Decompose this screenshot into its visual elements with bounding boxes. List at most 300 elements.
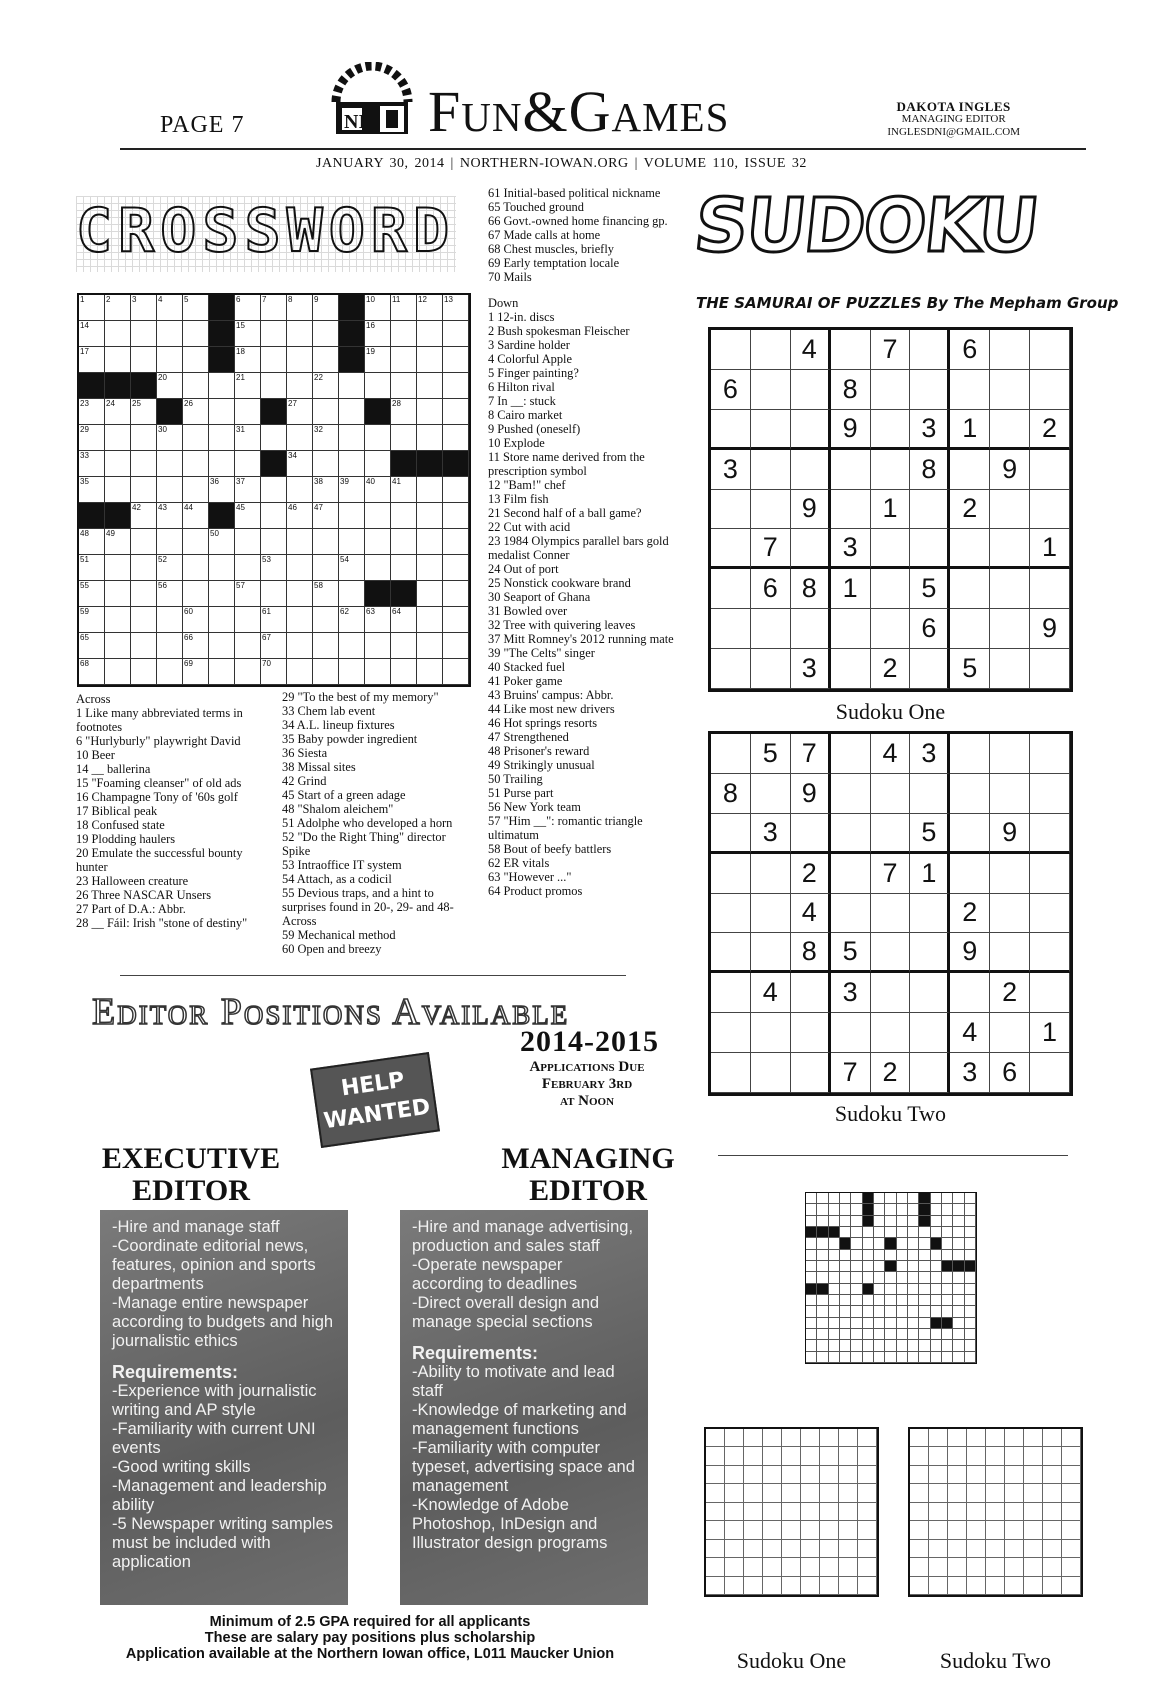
crossword-square xyxy=(157,633,183,659)
solution-cell xyxy=(1062,1521,1081,1539)
crossword-clue-number: 26 xyxy=(184,399,193,408)
solution-cell xyxy=(839,1558,858,1576)
solution-square xyxy=(817,1318,828,1329)
solution-cell xyxy=(1005,1484,1024,1502)
crossword-square xyxy=(157,373,183,399)
solution-cell xyxy=(910,1540,929,1558)
crossword-grid xyxy=(77,293,471,687)
sudoku-cell: 9 xyxy=(1030,609,1070,649)
solution-cell xyxy=(782,1429,801,1447)
solution-square xyxy=(829,1284,840,1295)
crossword-clue-number: 3 xyxy=(132,295,137,304)
crossword-square xyxy=(261,295,287,321)
clue-item: 16 Champagne Tony of '60s golf xyxy=(76,790,238,804)
solution-cell xyxy=(725,1447,744,1465)
solution-cell xyxy=(986,1540,1005,1558)
crossword-clue-number: 5 xyxy=(184,295,189,304)
sudoku-cell xyxy=(791,973,831,1013)
solution-square xyxy=(919,1329,930,1340)
solution-square xyxy=(851,1272,862,1283)
sudoku-cell xyxy=(711,649,751,689)
solution-square xyxy=(908,1238,919,1249)
crossword-square xyxy=(313,347,339,373)
solution-cell xyxy=(801,1540,820,1558)
crossword-square xyxy=(131,321,157,347)
editor-contact xyxy=(887,100,1020,139)
solution-square xyxy=(897,1284,908,1295)
crossword-black-square xyxy=(209,321,235,347)
sudoku-cell xyxy=(871,973,911,1013)
solution-square xyxy=(829,1329,840,1340)
solution-cell xyxy=(1024,1577,1043,1595)
crossword-square xyxy=(105,477,131,503)
crossword-square xyxy=(417,503,443,529)
crossword-clue-number: 18 xyxy=(236,347,245,356)
sudoku-cell: 2 xyxy=(871,649,911,689)
crossword-square xyxy=(287,347,313,373)
solution-square xyxy=(931,1352,942,1363)
clue-item: 26 Three NASCAR Unsers xyxy=(76,888,212,902)
crossword-square xyxy=(79,477,105,503)
clue-item: -Direct overall design and manage special sections xyxy=(412,1294,600,1331)
crossword-square xyxy=(79,451,105,477)
editor-name: DAKOTA INGLES xyxy=(896,99,1011,114)
clue-item: 40 Stacked fuel xyxy=(488,660,566,674)
solution-square xyxy=(806,1329,817,1340)
solution-square xyxy=(863,1227,874,1238)
solution-cell xyxy=(1043,1540,1062,1558)
solution-square xyxy=(919,1284,930,1295)
editor-email[interactable]: INGLESDNI@GMAIL.COM xyxy=(887,126,1020,138)
crossword-square xyxy=(157,607,183,633)
crossword-black-square xyxy=(105,503,131,529)
crossword-square xyxy=(131,477,157,503)
solution-square xyxy=(806,1352,817,1363)
crossword-square xyxy=(209,451,235,477)
sudoku-cell: 1 xyxy=(910,854,950,894)
sudoku-cell xyxy=(831,814,871,854)
solution-cell xyxy=(967,1484,986,1502)
crossword-square xyxy=(183,607,209,633)
solution-square xyxy=(817,1272,828,1283)
sudoku-cell xyxy=(751,1013,791,1053)
crossword-square xyxy=(443,659,469,685)
crossword-clue-number: 43 xyxy=(158,503,167,512)
solution-cell xyxy=(986,1521,1005,1539)
crossword-square xyxy=(443,503,469,529)
solution-square xyxy=(817,1216,828,1227)
crossword-square xyxy=(183,529,209,555)
solution-square xyxy=(919,1340,930,1351)
crossword-black-square xyxy=(365,581,391,607)
sudoku-cell: 1 xyxy=(871,490,911,530)
crossword-square xyxy=(79,321,105,347)
crossword-square xyxy=(365,477,391,503)
crossword-square xyxy=(391,503,417,529)
crossword-square xyxy=(157,451,183,477)
crossword-clue-number: 37 xyxy=(236,477,245,486)
solution-square xyxy=(953,1227,964,1238)
crossword-square xyxy=(313,529,339,555)
crossword-square xyxy=(261,529,287,555)
sudoku-cell: 3 xyxy=(831,529,871,569)
clue-item: 22 Cut with acid xyxy=(488,520,571,534)
solution-cell xyxy=(782,1484,801,1502)
solution-square xyxy=(942,1272,953,1283)
clue-item: 57 "Him __": romantic triangle ultimatum xyxy=(488,814,643,842)
solution-square xyxy=(908,1227,919,1238)
ad-title: Editor Positions Available xyxy=(92,991,570,1033)
solution-square xyxy=(863,1238,874,1249)
solution-cell xyxy=(1024,1558,1043,1576)
solution-cell xyxy=(1024,1466,1043,1484)
solution-square xyxy=(942,1306,953,1317)
solution-cell xyxy=(782,1558,801,1576)
crossword-square xyxy=(261,347,287,373)
solution-cell xyxy=(967,1558,986,1576)
solution-square xyxy=(851,1340,862,1351)
sudoku-cell xyxy=(950,973,990,1013)
crossword-square xyxy=(417,321,443,347)
solution-square xyxy=(829,1261,840,1272)
solution-square xyxy=(874,1261,885,1272)
crossword-square xyxy=(157,659,183,685)
solution-square xyxy=(874,1204,885,1215)
solution-cell xyxy=(1062,1429,1081,1447)
crossword-square xyxy=(443,295,469,321)
solution-square xyxy=(965,1261,976,1272)
clue-item: 41 Poker game xyxy=(488,674,563,688)
solution-cell xyxy=(744,1503,763,1521)
solution-square xyxy=(817,1306,828,1317)
solution-square xyxy=(897,1352,908,1363)
crossword-square xyxy=(131,529,157,555)
crossword-square xyxy=(157,529,183,555)
sudoku-cell xyxy=(1030,933,1070,973)
sign-line-1: HELP xyxy=(339,1067,407,1102)
sudoku-cell: 6 xyxy=(711,370,751,410)
sudoku-cell xyxy=(871,529,911,569)
crossword-solution-grid xyxy=(805,1192,977,1364)
clue-item: 31 Bowled over xyxy=(488,604,568,618)
sudoku-cell xyxy=(871,1013,911,1053)
crossword-square xyxy=(235,321,261,347)
clue-item: 67 Made calls at home xyxy=(488,228,601,242)
solution-square xyxy=(817,1284,828,1295)
sudoku-cell: 7 xyxy=(751,529,791,569)
crossword-square xyxy=(131,347,157,373)
crossword-square xyxy=(313,555,339,581)
clue-item: 46 Hot springs resorts xyxy=(488,716,598,730)
crossword-square xyxy=(313,321,339,347)
sudoku-cell: 9 xyxy=(990,450,1030,490)
solution-square xyxy=(919,1261,930,1272)
sudoku-cell xyxy=(910,370,950,410)
clue-item: 13 Film fish xyxy=(488,492,549,506)
crossword-square xyxy=(313,399,339,425)
solution-cell xyxy=(858,1521,877,1539)
crossword-square xyxy=(365,607,391,633)
clue-item: 7 In __: stuck xyxy=(488,394,556,408)
clue-item: 59 Mechanical method xyxy=(282,928,396,942)
ad-foot-line-3: Application available at the Northern Iowan office, L011 Maucker Union xyxy=(125,1646,615,1662)
solution-square xyxy=(851,1306,862,1317)
crossword-clue-number: 27 xyxy=(288,399,297,408)
solution-cell xyxy=(763,1466,782,1484)
solution-cell xyxy=(801,1558,820,1576)
solution-square xyxy=(863,1284,874,1295)
solution-cell xyxy=(725,1577,744,1595)
solution-cell xyxy=(706,1447,725,1465)
sudoku-cell xyxy=(831,734,871,774)
solution-square xyxy=(806,1261,817,1272)
sudoku-one-solution-caption: Sudoku One xyxy=(736,1648,847,1673)
ad-due-line-3: at Noon xyxy=(559,1093,615,1109)
solution-square xyxy=(874,1340,885,1351)
crossword-square xyxy=(209,373,235,399)
crossword-clue-number: 23 xyxy=(80,399,89,408)
crossword-clue-number: 25 xyxy=(132,399,141,408)
solution-cell xyxy=(820,1466,839,1484)
crossword-square xyxy=(235,373,261,399)
sudoku-cell xyxy=(910,529,950,569)
solution-square xyxy=(942,1318,953,1329)
solution-square xyxy=(897,1295,908,1306)
solution-square xyxy=(829,1340,840,1351)
solution-cell xyxy=(858,1540,877,1558)
sudoku-cell: 6 xyxy=(910,609,950,649)
solution-cell xyxy=(1005,1447,1024,1465)
crossword-square xyxy=(287,295,313,321)
solution-square xyxy=(953,1261,964,1272)
crossword-clue-number: 32 xyxy=(314,425,323,434)
sudoku-cell xyxy=(871,774,911,814)
solution-cell xyxy=(782,1503,801,1521)
crossword-square xyxy=(79,425,105,451)
solution-square xyxy=(840,1193,851,1204)
solution-square xyxy=(817,1238,828,1249)
solution-square xyxy=(851,1238,862,1249)
solution-cell xyxy=(839,1521,858,1539)
crossword-square xyxy=(391,659,417,685)
sudoku-cell: 6 xyxy=(950,330,990,370)
clue-item: 10 Explode xyxy=(488,436,545,450)
sudoku-cell xyxy=(751,854,791,894)
crossword-square xyxy=(339,581,365,607)
sudoku-cell: 4 xyxy=(950,1013,990,1053)
crossword-square xyxy=(287,633,313,659)
solution-cell xyxy=(986,1429,1005,1447)
solution-cell xyxy=(782,1521,801,1539)
solution-cell xyxy=(986,1466,1005,1484)
crossword-square xyxy=(131,503,157,529)
clue-item: 54 Attach, as a codicil xyxy=(282,872,392,886)
solution-square xyxy=(806,1318,817,1329)
crossword-heading: CROSSWORD xyxy=(76,196,456,266)
crossword-square xyxy=(313,607,339,633)
solution-square xyxy=(829,1250,840,1261)
solution-cell xyxy=(948,1429,967,1447)
crossword-square xyxy=(287,659,313,685)
solution-square xyxy=(851,1295,862,1306)
sudoku-cell xyxy=(751,933,791,973)
solution-square xyxy=(863,1216,874,1227)
solution-square xyxy=(919,1250,930,1261)
solution-square xyxy=(965,1250,976,1261)
solution-square xyxy=(863,1250,874,1261)
mgr-title-line-2: EDITOR xyxy=(529,1174,647,1207)
sudoku-cell xyxy=(791,410,831,450)
solution-square xyxy=(953,1238,964,1249)
solution-cell xyxy=(1062,1558,1081,1576)
crossword-clue-number: 50 xyxy=(210,529,219,538)
solution-cell xyxy=(1043,1577,1062,1595)
sudoku-cell: 4 xyxy=(751,973,791,1013)
clue-item: 48 Prisoner's reward xyxy=(488,744,590,758)
solution-square xyxy=(931,1329,942,1340)
crossword-square xyxy=(235,477,261,503)
solution-cell xyxy=(706,1429,725,1447)
crossword-black-square xyxy=(261,399,287,425)
crossword-square xyxy=(235,529,261,555)
crossword-square xyxy=(105,633,131,659)
crossword-clue-number: 2 xyxy=(106,295,111,304)
sudoku-cell: 1 xyxy=(1030,1013,1070,1053)
crossword-clue-number: 15 xyxy=(236,321,245,330)
solution-square xyxy=(863,1193,874,1204)
sudoku-cell xyxy=(990,933,1030,973)
sudoku-cell xyxy=(711,734,751,774)
crossword-square xyxy=(79,607,105,633)
solution-cell xyxy=(1024,1429,1043,1447)
sudoku-cell xyxy=(910,1053,950,1093)
solution-square xyxy=(829,1193,840,1204)
crossword-square xyxy=(339,529,365,555)
crossword-square xyxy=(235,659,261,685)
solution-cell xyxy=(929,1558,948,1576)
crossword-square xyxy=(417,399,443,425)
crossword-square xyxy=(391,555,417,581)
crossword-square xyxy=(287,607,313,633)
sudoku-cell: 8 xyxy=(910,450,950,490)
crossword-square xyxy=(131,633,157,659)
crossword-square xyxy=(261,607,287,633)
solution-square xyxy=(942,1284,953,1295)
sudoku-cell xyxy=(751,450,791,490)
crossword-clue-number: 30 xyxy=(158,425,167,434)
crossword-clue-number: 38 xyxy=(314,477,323,486)
solution-square xyxy=(806,1204,817,1215)
solution-square xyxy=(897,1261,908,1272)
crossword-square xyxy=(105,555,131,581)
crossword-square xyxy=(157,425,183,451)
crossword-square xyxy=(183,659,209,685)
solution-square xyxy=(897,1227,908,1238)
crossword-square xyxy=(209,477,235,503)
crossword-square xyxy=(157,503,183,529)
sudoku-cell: 9 xyxy=(791,774,831,814)
sudoku-cell: 3 xyxy=(910,410,950,450)
crossword-clue-number: 61 xyxy=(262,607,271,616)
sudoku-cell: 9 xyxy=(950,933,990,973)
solution-square xyxy=(953,1193,964,1204)
solution-cell xyxy=(910,1447,929,1465)
sudoku-cell xyxy=(791,450,831,490)
sudoku-cell xyxy=(871,894,911,934)
crossword-square xyxy=(339,503,365,529)
solution-square xyxy=(874,1295,885,1306)
solution-cell xyxy=(706,1540,725,1558)
clue-item: -Knowledge of marketing and management functions xyxy=(412,1401,627,1438)
solution-square xyxy=(885,1329,896,1340)
solution-square xyxy=(931,1284,942,1295)
solution-square xyxy=(829,1352,840,1363)
solution-cell xyxy=(839,1466,858,1484)
solution-square xyxy=(885,1193,896,1204)
clue-item: 36 Siesta xyxy=(282,746,328,760)
solution-cell xyxy=(839,1429,858,1447)
ad-year: 2014-2015 xyxy=(520,1025,659,1058)
sudoku-two-grid xyxy=(708,731,1073,1096)
crossword-square xyxy=(235,581,261,607)
solution-square xyxy=(908,1193,919,1204)
solution-cell xyxy=(725,1503,744,1521)
crossword-black-square xyxy=(365,399,391,425)
crossword-clue-number: 10 xyxy=(366,295,375,304)
sudoku-cell: 7 xyxy=(871,854,911,894)
solution-square xyxy=(874,1352,885,1363)
sudoku-cell xyxy=(871,569,911,609)
solution-square xyxy=(908,1295,919,1306)
clue-item: 28 __ Fáil: Irish "stone of destiny" xyxy=(76,916,248,930)
solution-square xyxy=(942,1329,953,1340)
solution-square xyxy=(885,1318,896,1329)
crossword-clue-number: 8 xyxy=(288,295,293,304)
sudoku-cell: 4 xyxy=(791,330,831,370)
solution-cell xyxy=(986,1484,1005,1502)
solution-square xyxy=(829,1238,840,1249)
solution-square xyxy=(885,1306,896,1317)
crossword-square xyxy=(105,451,131,477)
clue-item: 20 Emulate the successful bounty hunter xyxy=(76,846,243,874)
solution-cell xyxy=(725,1466,744,1484)
solution-square xyxy=(919,1272,930,1283)
clue-item: 44 Like most new drivers xyxy=(488,702,615,716)
solution-cell xyxy=(1043,1521,1062,1539)
crossword-clue-number: 67 xyxy=(262,633,271,642)
crossword-square xyxy=(339,399,365,425)
solution-square xyxy=(829,1216,840,1227)
crossword-black-square xyxy=(79,503,105,529)
clue-item: 33 Chem lab event xyxy=(282,704,376,718)
sudoku-cell: 6 xyxy=(990,1053,1030,1093)
solution-cell xyxy=(706,1503,725,1521)
sudoku-cell: 4 xyxy=(791,894,831,934)
crossword-square xyxy=(183,373,209,399)
solution-square xyxy=(806,1295,817,1306)
ad-due-line-2: February 3rd xyxy=(541,1076,633,1092)
crossword-square xyxy=(443,529,469,555)
solution-square xyxy=(863,1329,874,1340)
clue-item: 39 "The Celts" singer xyxy=(488,646,595,660)
solution-cell xyxy=(801,1429,820,1447)
solution-square xyxy=(885,1238,896,1249)
crossword-clue-number: 21 xyxy=(236,373,245,382)
solution-square xyxy=(965,1238,976,1249)
sudoku-cell: 5 xyxy=(831,933,871,973)
crossword-square xyxy=(261,373,287,399)
crossword-square xyxy=(261,633,287,659)
